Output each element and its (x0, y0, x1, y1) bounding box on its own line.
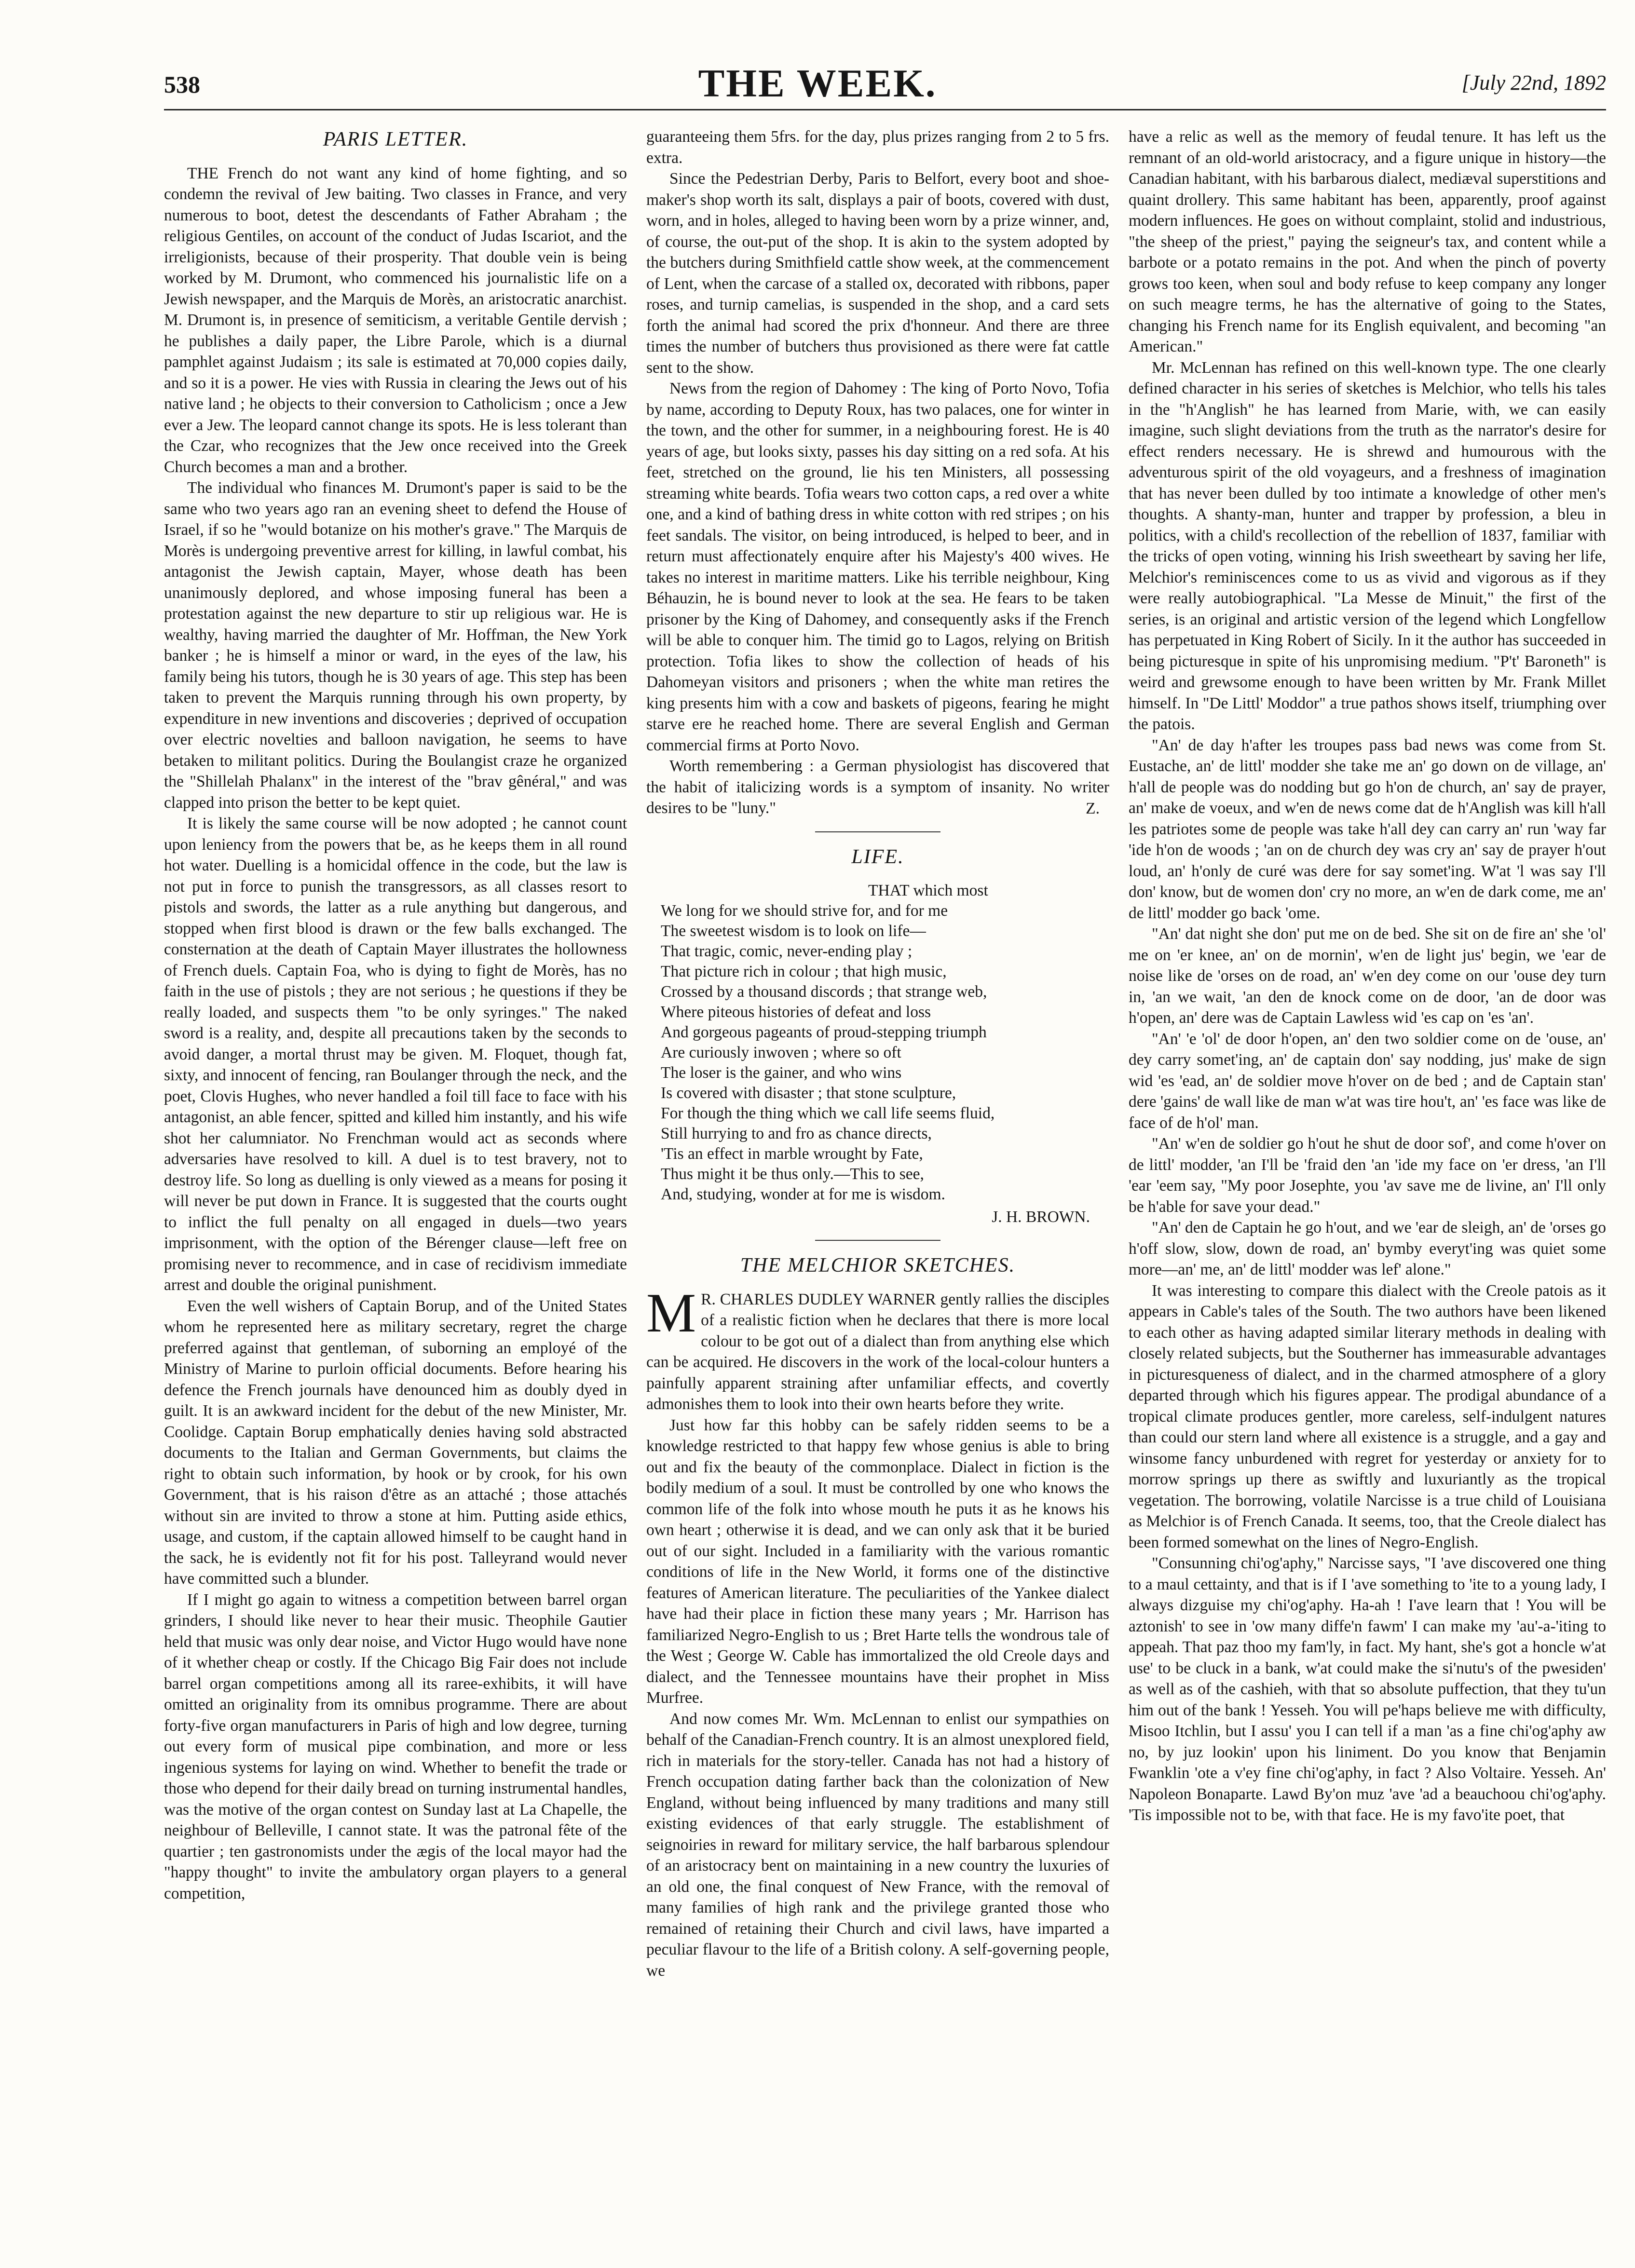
poem-line: Is covered with disaster ; that stone sculpture, (661, 1084, 956, 1102)
melchior-paragraph-3: And now comes Mr. Wm. McLennan to enlist our sympathies on behalf of the Canadian-French country. It is an almost unexplored field, rich in materials for the story-teller. Canada has not had a history of French occupation dating farther back than the colonization of New England, without being influenced by many traditions and many still existing evidences of that early struggle. The establishment of seignoiries in reward for military service, the half barbarous splendour of an aristocracy bent on maintaining in a new country the luxuries of an old one, the final conquest of New France, with the removal of many families of high rank and the privilege granted those who remained of retaining their Church and civil laws, have imparted a peculiar flavour to the life of a British colony. A self-governing people, we (646, 1710, 1109, 1980)
melchior-paragraph-7: "An' dat night she don' put me on de bed. She sit on de fire an' she 'ol' me on 'er knee, an' on de mornin', w'en de light jus' begin, we 'ear de noise like de 'orses on de road, an' w'en dey come on our 'ouse dey turn in, 'an we wait, 'an den de knock come on de door, 'an de door was h'open, an' dere was de Captain Lawless wid 'es cap on 'es 'an'. (1129, 925, 1606, 1027)
melchior-paragraph-1-text: R. CHARLES DUDLEY WARNER gently rallies the disciples of a realistic fiction when he declares that there is more local colour to be got out of a dialect than from anything else which can be acquired. He discovers in the work of the local-colour hunters a painfully apparent straining after unfamiliar effects, and covertly admonishes them to look into their own hearts before they write. (646, 1290, 1109, 1413)
melchior-paragraph-5: Mr. McLennan has refined on this well-known type. The one clearly defined character in his series of sketches is Melchior, who tells his tales in the "h'Anglish" he has learned from Marie, with, we can easily imagine, such slight deviations from the truth as the narrator's desire for effect renders necessary. He is shrewd and humourous with the adventurous spirit of the old voyageurs, and a freshness of imagination that has never been dulled by too intimate a knowledge of other men's thoughts. A shanty-man, hunter and trapper by profession, a bleu in politics, with a child's recollection of the rebellion of 1837, familiar with the tricks of open voting, winning his Irish sweetheart by saving her life, Melchior's reminiscences come to us as vivid and vigorous as if they were really autobiographical. "La Messe de Minuit," the first of the series, is an original and artistic version of the legend which Longfellow has perpetuated in King Robert of Sicily. In it the author has succeeded in being picturesque in spite of his unpromising medium. "P't' Baroneth" is weird and grewsome enough to have been written by Mr. Frank Millet himself. In "De Littl' Moddor" a true pathos shows itself, triumphing over the patois. (1129, 358, 1606, 733)
melchior-paragraph-1 (646, 1282, 1109, 1415)
paris-paragraph-9: Worth remembering : a German physiologist has discovered that the habit of italicizing words is a symptom of insanity. No writer desires to be "luny." (646, 757, 1109, 817)
poem-line: That picture rich in colour ; that high music, (661, 962, 947, 980)
paris-paragraph-3: It is likely the same course will be now adopted ; he cannot count upon leniency from the powers that be, as he keeps them in all round hot water. Duelling is a homicidal offence in the code, but the law is not put in force to punish the transgressors, as all classes resort to pistols and swords, the latter as a rule anything but dangerous, and stopped when first blood is drawn or the few balls exchanged. The consternation at the death of Captain Mayer illustrates the hollowness of French duels. Captain Foa, who is dying to fight de Morès, has no faith in the use of pistols ; they are not serious ; he questions if they be really loaded, and suspects them "to be only syringes." The naked sword is a reality, and, despite all precautions taken by the seconds to avoid danger, a mortal thrust may be given. M. Floquet, though fat, sixty, and innocent of fencing, ran Boulanger through the neck, and the poet, Clovis Hughes, who never handled a foil till face to face with his antagonist, an able fencer, spitted and killed him instantly, and his wife shot her calumniator. No Frenchman would act as seconds where adversaries have resolved to kill. A duel is to test bravery, not to destroy life. So long as duelling is only viewed as a means for posing it will never be put down in France. It is suggested that the courts ought to inflict the full penalty on all engaged in duels—two years imprisonment, with the option of the Bérenger clause—left free on promising never to recommence, and in case of recidivism immediate arrest and double the original punishment. (164, 815, 627, 1294)
paris-paragraph-5: If I might go again to witness a competition between barrel organ grinders, I should like never to hear their music. Theophile Gautier held that music was only dear noise, and Victor Hugo would have none of it whether cheap or costly. If the Chicago Big Fair does not include barrel organ competitions among all its raree-exhibits, it will have omitted an originality from its omnibus programme. There are about forty-five organ manufacturers in Paris of high and low degree, turning out every form of musical pipe combination, and more or less ingenious systems for laying on wind. Whether to benefit the trade or those who depend for their daily bread on turning instrumental handles, was the motive of the organ contest on Sunday last at La Chapelle, the neighbour of Belleville, I cannot state. It was the patronal fête of the quartier ; ten gastronomists under the ægis of the local mayor had the "happy thought" to invite the ambulatory organ players to a general competition, (164, 1590, 627, 1902)
poem-line: That tragic, comic, never-ending play ; (661, 942, 913, 960)
melchior-paragraph-4: have a relic as well as the memory of feudal tenure. It has left us the remnant of an old-world aristocracy, and a figure unique in history—the Canadian habitant, with his barbarous dialect, mediæval superstitions and quaint drollery. This same habitant has been, apparently, proof against modern influences. He goes on without complaint, stolid and industrious, "the sheep of the priest," paying the seigneur's tax, and content while a barbote or a potato remains in the pot. And when the pinch of poverty grows too keen, when soul and body refuse to keep company any longer on such meagre terms, he has the alternative of going to the States, changing his French name for its English equivalent, and becoming "an American." (1129, 128, 1606, 355)
poem-line: The sweetest wisdom is to look on life— (661, 922, 926, 940)
poem-line: Crossed by a thousand discords ; that strange web, (661, 982, 987, 1001)
life-heading: LIFE. (851, 846, 904, 868)
melchior-paragraph-12: "Consunning chi'og'aphy," Narcisse says, "I 'ave discovered one thing to a maul cettainty, and that is if I 'ave something to 'ite to a young lady, I always dizguise my chi'og'aphy. Ha-ah ! I'ave learn that ! You will be aztonish' to see in 'ow many diffe'n fawm' I can make my 'au'-a-'iting to appeah. That paz thoo my fam'ly, in fact. My hant, she's got a honcle w'at use' to be cluck in a bank, w'at could make the si'nutu's of the pwesiden' as well as of the cashieh, with that so absolute puffection, that they tu'un him out of the bank ! Yesseh. You will pe'haps believe me with difficulty, Misoo Itchlin, but I assu' you I can tell if a man 'as a fine chi'og'aphy aw no, by juz lookin' upon his liniment. Do you know that Benjamin Fwanklin 'ote a v'ey fine chi'og'aphy, in fact ? Also Voltaire. Yesseh. An' Napoleon Bonaparte. Lawd By'on muz 'ave 'ad a beauchoou chi'og'aphy. 'Tis impossible not to be, with that face. He is my favo'ite poet, that (1129, 1554, 1606, 1824)
poem-line: And, studying, wonder at for me is wisdom. (661, 1185, 945, 1203)
paris-paragraph-1: THE French do not want any kind of home fighting, and so condemn the revival of Jew baiting. Two classes in France, and very numerous to boot, detest the descendants of Father Abraham ; the religious Gentiles, on account of the conduct of Judas Iscariot, and the irreligionists, because of their prosperity. That double vein is being worked by M. Drumont, who commenced his journalistic life on a Jewish newspaper, and the Marquis de Morès, an aristocratic anarchist. M. Drumont is, in presence of semiticism, a veritable Gentile dervish ; he publishes a daily paper, the Libre Parole, which is a diurnal pamphlet against Judaism ; its sale is estimated at 70,000 copies daily, and so it is a power. He vies with Russia in clearing the Jews out of his native land ; he objects to their conversion to Catholicism ; once a Jew ever a Jew. The leopard cannot change its spots. He is less tolerant than the Czar, who recognizes that the Jew once received into the Greek Church becomes a man and a brother. (164, 164, 627, 476)
poem-line: 'Tis an effect in marble wrought by Fate, (661, 1144, 923, 1163)
melchior-paragraph-10: "An' den de Captain he go h'out, and we 'ear de sleigh, an' de 'orses go h'off slow, slow, down de road, an' bymby everyt'ing was quiet some more—an' me, an' de littl' modder was lef' alone." (1129, 1219, 1606, 1278)
poem-author: J. H. BROWN. (992, 1208, 1090, 1226)
melchior-paragraph-8: "An' 'e 'ol' de door h'open, an' den two soldier come on de 'ouse, an' dey carry somet'ing, an' de captain don' say nodding, jus' make de sign wid 'es 'ead, an' de soldier move h'over on de bed ; and de Captain stan' dere 'gains' de wall like de man w'at was tire hou't, an' 'es face was like de face of de h'ol' man. (1129, 1030, 1606, 1132)
melchior-paragraph-6: "An' de day h'after les troupes pass bad news was come from St. Eustache, an' de littl' modder she take me an' go down on de village, an' h'all de people was do nodding but go h'on de church, an' say de prayer, an' make de voeux, and w'en de news come dat de h'Anglish was kill h'all les patriotes some de people was take h'all dey can carry an' run 'way far 'ide h'on de woods ; 'an on de church dey was cry an' say de prayer h'out loud, an' h'only de curé was dere for say somet'ing. W'at 'l was say I'll don' know, but de women don' cry no more, an w'en de dark come, me an' de littl' modder go back 'ome. (1129, 736, 1606, 922)
paris-paragraph-2: The individual who finances M. Drumont's paper is said to be the same who two years ago ran an evening sheet to defend the House of Israel, if so he "would botanize on his mother's grave." The Marquis de Morès is undergoing preventive arrest for killing, in lawful combat, his antagonist the Jewish captain, Mayer, whose death has been unanimously deplored, and whose imposing funeral has been a protestation against the new departure to stir up religious war. He is wealthy, having married the daughter of Mr. Hoffman, the New York banker ; he is himself a minor or ward, in the eyes of the law, his family being his tutors, though he is 30 years of age. This step has been taken to prevent the Marquis running through his own property, by expenditure in new inventions and discoveries ; deprived of occupation over electric novelties and balloon navigation, he seems to have betaken to militant politics. During the Boulangist craze he organized the "Shillelah Phalanx" in the interest of the "brav gênéral," and was clapped into prison the better to be kept quiet. (164, 479, 627, 812)
poem-line: Where piteous histories of defeat and loss (661, 1003, 931, 1021)
poem-line: Still hurrying to and fro as chance directs, (661, 1124, 932, 1142)
paris-signature: Z. (1086, 799, 1100, 817)
newspaper-title: THE WEEK. (698, 61, 937, 105)
column-1 (164, 126, 627, 2258)
poem-line: The loser is the gainer, and who wins (661, 1063, 902, 1082)
paris-paragraph-4: Even the well wishers of Captain Borup, and of the United States whom he represented here as military secretary, regret the charge preferred against that gentleman, of suborning an employé of the Ministry of Marine to purloin official documents. Before hearing his defence the French journals have denounced him as doubly dyed in guilt. It is an awkward incident for the debut of the new Minister, Mr. Coolidge. Captain Borup emphatically denies having sold abstracted documents to the Italian and German Governments, but claims the right to obtain such information, by hook or by crook, for his own Government, that is his raison d'être as an attaché ; those attachés without sin are invited to throw a stone at him. Putting aside ethics, usage, and custom, if the captain allowed himself to be caught hand in the sack, he is evidently not fit for his post. Talleyrand would never have committed such a blunder. (164, 1297, 627, 1588)
melchior-heading: THE MELCHIOR SKETCHES. (740, 1254, 1016, 1277)
paris-letter-heading: PARIS LETTER. (323, 128, 468, 150)
section-divider (815, 831, 940, 832)
melchior-paragraph-11: It was interesting to compare this dialect with the Creole patois as it appears in Cable's tales of the South. The two authors have been likened to each other as having adapted similar literary methods in dealing with closely related subjects, but the Southerner has immeasurable advantages in picturesqueness of dialect, and in the charmed atmosphere of a glory departed through which his figures appear. The prodigal abundance of a tropical climate produces gentler, more careless, self-indulgent natures than could our stern land where all existence is a struggle, and a gay and winsome fancy unburdened with regret for yesterday or anxiety for to morrow springs up there as swiftly and luxuriantly as the tropical vegetation. The borrowing, volatile Narcisse is a true child of Louisiana as Melchior is of French Canada. It seems, too, that the Creole dialect has been formed somewhat on the lines of Negro-English. (1129, 1281, 1606, 1551)
melchior-paragraph-9: "An' w'en de soldier go h'out he shut de door sof', and come h'over on de littl' modder, 'an I'll be 'fraid den 'an 'ide my face on 'er dress, 'an I'll 'ear 'eem say, "My poor Josephte, you 'av save me de livine, an' I'll only be h'able for save your dead." (1129, 1135, 1606, 1216)
poem-line: Are curiously inwoven ; where so oft (661, 1043, 901, 1061)
column-3 (1129, 126, 1606, 2258)
paris-paragraph-7: Since the Pedestrian Derby, Paris to Belfort, every boot and shoe-maker's shop worth its salt, displays a pair of boots, covered with dust, worn, and in holes, alleged to having been worn by a prize winner, and, of course, the out-put of the shop. It is akin to the system adopted by the butchers during Smithfield cattle show week, at the commencement of Lent, when the carcase of a stalled ox, decorated with ribbons, paper roses, and turnip camelias, is suspended in the shop, and a card sets forth the animal had scored the prix d'honneur. And there are three times the number of butchers thus provisioned as there were fat cattle sent to the show. (646, 170, 1109, 377)
life-poem (646, 881, 1109, 1205)
masthead (0, 57, 1635, 115)
section-divider (815, 1240, 940, 1241)
header-rule (164, 109, 1606, 110)
paris-paragraph-8: News from the region of Dahomey : The king of Porto Novo, Tofia by name, according to Deputy Roux, has two palaces, one for winter in the town, and the other for summer, in a neighbouring forest. He is 40 years of age, but looks sixty, passes his day sitting on a red sofa. At his feet, stretched on the ground, lie his ten Ministers, all possessing streaming white beards. Tofia wears two cotton caps, a red over a white one, and a kind of bathing dress in white cotton with red stripes ; on his feet sandals. The visitor, on being introduced, is helped to beer, and in return must affectionately enquire after his Majesty's 400 wives. He takes no interest in maritime matters. Like his terrible neighbour, King Béhauzin, he is bound never to look at the sea. He fears to be taken prisoner by the King of Dahomey, and consequently asks if the French will be able to conquer him. The timid go to Lagos, relying on British protection. Tofia likes to show the collection of heads of his Dahomeyan visitors and prisoners ; when the white man retires the king presents him with a cow and baskets of pigeons, fearing he might starve ere he reached home. There are several English and German commercial firms at Porto Novo. (646, 380, 1109, 754)
poem-line: For though the thing which we call life seems fluid, (661, 1104, 995, 1122)
poem-line: Thus might it be thus only.—This to see, (661, 1165, 924, 1183)
melchior-paragraph-2: Just how far this hobby can be safely ridden seems to be a knowledge restricted to that happy few whose genius is able to bring out and fix the beauty of the commonplace. Dialect in fiction is the bodily medium of a soul. It must be controlled by one who knows the common life of the folk into whose mouth he puts it as he knows his own heart ; otherwise it is dead, and we can only ask that it be buried out of our sight. Included in a familiarity with the various romantic conditions of life in the New World, it forms one of the distinctive features of American literature. The peculiarities of the Yankee dialect have had their place in fiction these many years ; Mr. Harrison has familiarized Negro-English to us ; Bret Harte tells the wondrous tale of the West ; George W. Cable has immortalized the old Creole days and dialect, and the Tennessee mountains have their prophet in Miss Murfree. (646, 1416, 1109, 1707)
poem-line: THAT which most (868, 881, 988, 899)
page-number: 538 (164, 71, 200, 98)
drop-cap: M (646, 1282, 696, 1344)
poem-line: We long for we should strive for, and for me (661, 901, 948, 920)
paris-paragraph-6: guaranteeing them 5frs. for the day, plus prizes ranging from 2 to 5 frs. extra. (646, 128, 1109, 167)
poem-line: And gorgeous pageants of proud-stepping triumph (661, 1023, 987, 1041)
issue-date: [July 22nd, 1892 (1461, 71, 1606, 95)
column-2 (646, 126, 1109, 2258)
